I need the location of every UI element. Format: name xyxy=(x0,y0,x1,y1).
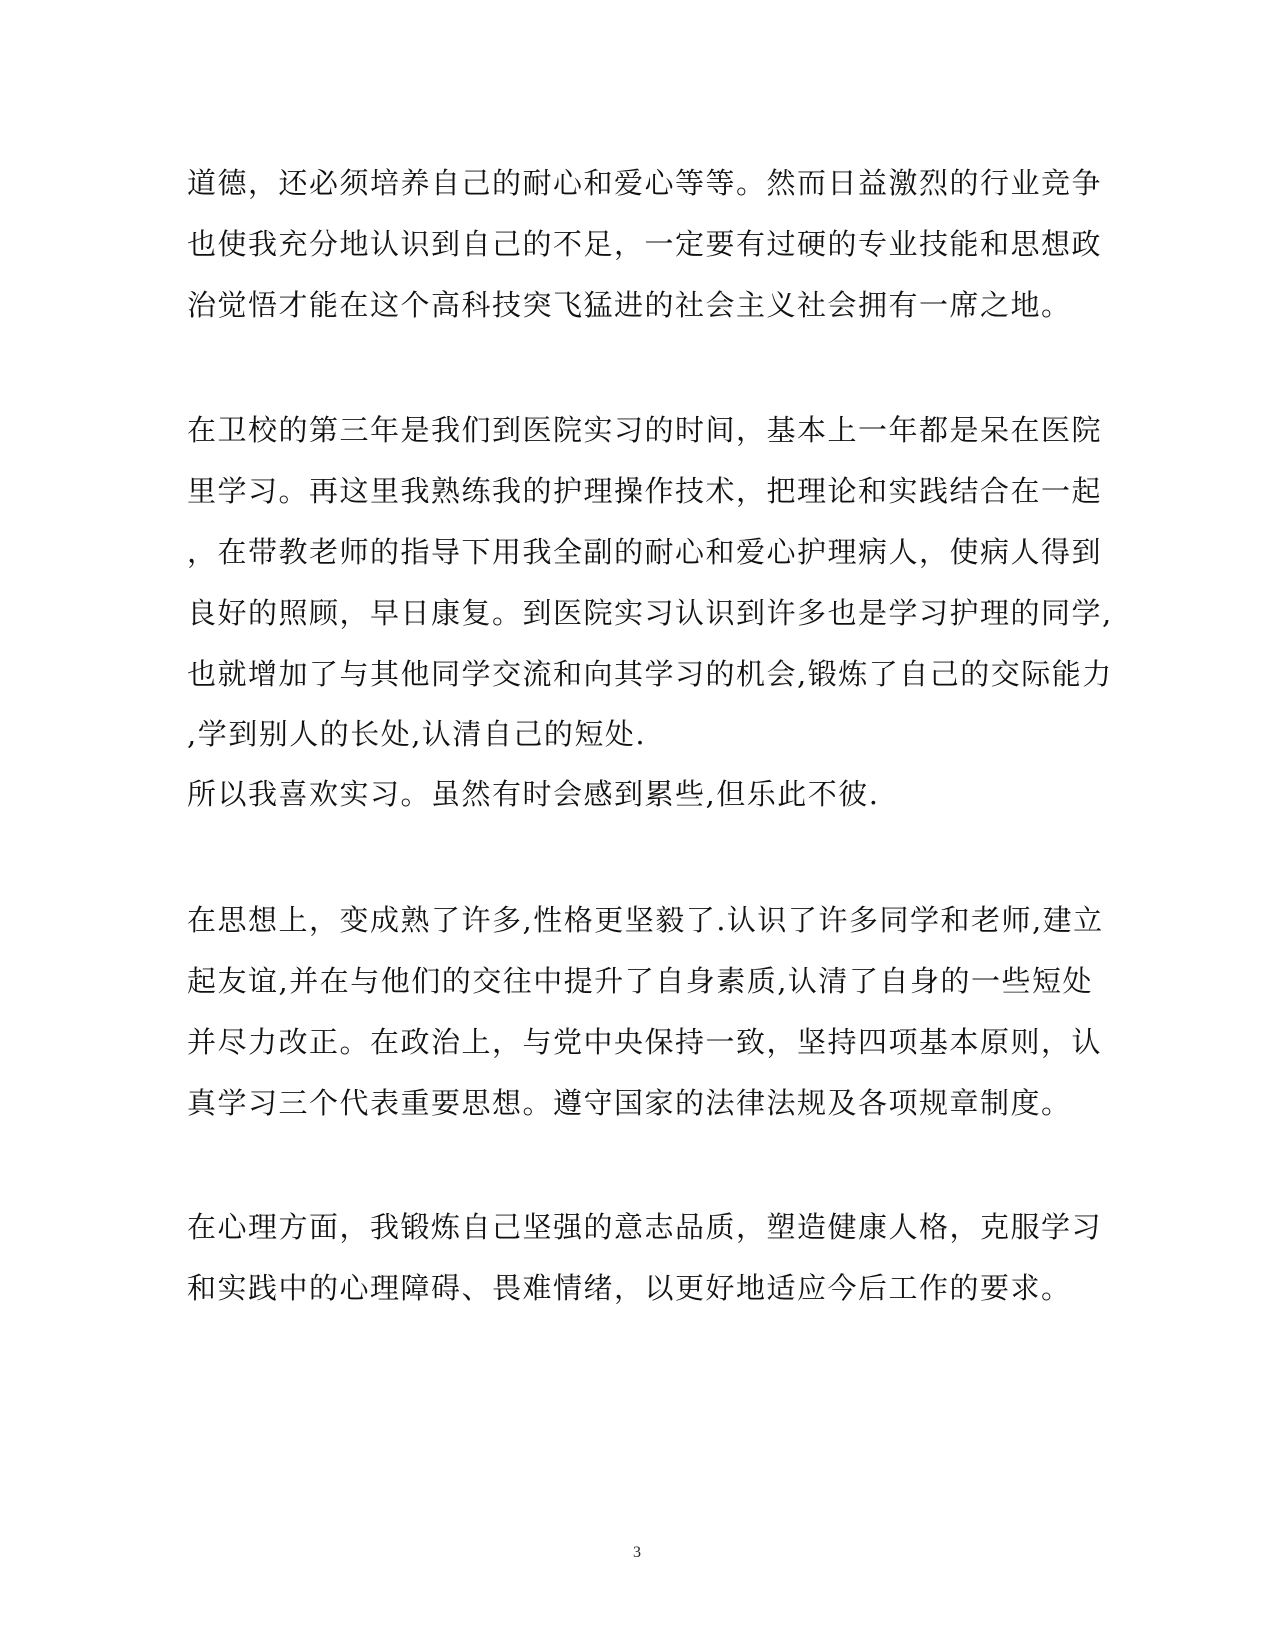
paragraph-2-line-3: ，在带教老师的指导下用我全副的耐心和爱心护理病人，使病人得到 xyxy=(187,535,1103,569)
paragraph-2-line-5: 也就增加了与其他同学交流和向其学习的机会,锻炼了自己的交际能力 xyxy=(187,657,1113,691)
paragraph-2-line-6: ,学到别人的长处,认清自己的短处. xyxy=(187,717,647,751)
paragraph-4-line-1: 在心理方面，我锻炼自己坚强的意志品质，塑造健康人格，克服学习 xyxy=(187,1210,1103,1244)
paragraph-1-line-2: 也使我充分地认识到自己的不足，一定要有过硬的专业技能和思想政 xyxy=(187,227,1103,261)
paragraph-3-line-1: 在思想上，变成熟了许多,性格更坚毅了.认识了许多同学和老师,建立 xyxy=(187,903,1104,937)
paragraph-3-line-3: 并尽力改正。在政治上，与党中央保持一致，坚持四项基本原则，认 xyxy=(187,1025,1103,1059)
paragraph-2-line-1: 在卫校的第三年是我们到医院实习的时间，基本上一年都是呆在医院 xyxy=(187,413,1103,447)
page-number: 3 xyxy=(633,1544,641,1561)
paragraph-2-line-7: 所以我喜欢实习。虽然有时会感到累些,但乐此不彼. xyxy=(187,777,880,811)
paragraph-3-line-2: 起友谊,并在与他们的交往中提升了自身素质,认清了自身的一些短处 xyxy=(187,964,1093,998)
paragraph-4-line-2: 和实践中的心理障碍、畏难情绪，以更好地适应今后工作的要求。 xyxy=(187,1271,1072,1305)
paragraph-1-line-1: 道德，还必须培养自己的耐心和爱心等等。然而日益激烈的行业竞争 xyxy=(187,166,1103,200)
paragraph-2-line-2: 里学习。再这里我熟练我的护理操作技术，把理论和实践结合在一起 xyxy=(187,474,1103,508)
paragraph-3-line-4: 真学习三个代表重要思想。遵守国家的法律法规及各项规章制度。 xyxy=(187,1086,1072,1120)
paragraph-1-line-3: 治觉悟才能在这个高科技突飞猛进的社会主义社会拥有一席之地。 xyxy=(187,288,1072,322)
paragraph-2-line-4: 良好的照顾，早日康复。到医院实习认识到许多也是学习护理的同学, xyxy=(187,596,1113,630)
